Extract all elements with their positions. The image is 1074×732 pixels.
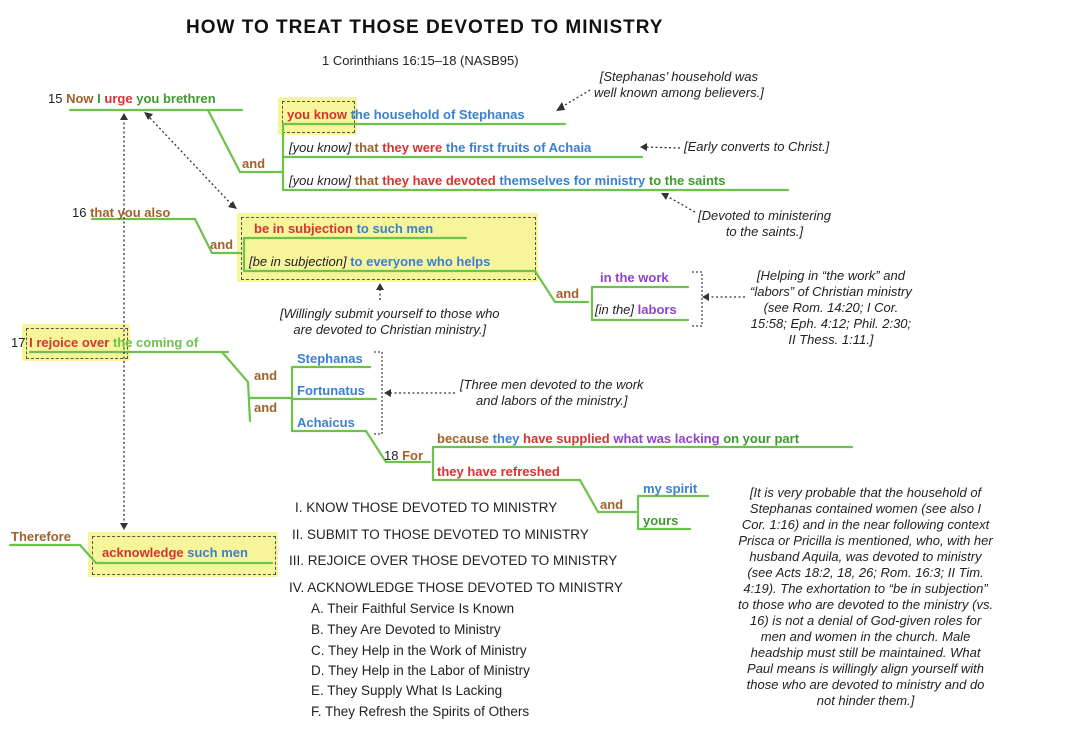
- word-now: Now: [66, 91, 94, 106]
- word-they-were: they were: [382, 140, 443, 155]
- word-you-know: you know: [287, 107, 347, 122]
- word-acknowledge: acknowledge: [102, 545, 184, 560]
- word-i-rejoice-over: I rejoice over: [29, 335, 110, 350]
- name-stephanas: Stephanas: [297, 351, 363, 366]
- note-household-line-1: [Stephanas’ household was: [599, 69, 759, 84]
- word-they: they: [492, 431, 520, 446]
- conj-and-4: and: [600, 497, 624, 512]
- word-that-1: that: [354, 140, 379, 155]
- note-submit-line-2: are devoted to Christian ministry.]: [293, 322, 487, 337]
- note-three-men: [460, 377, 644, 409]
- outline-sub-f: F. They Refresh the Spirits of Others: [311, 704, 530, 719]
- verse-number-17: 17: [11, 335, 26, 350]
- outline-sub-d: D. They Help in the Labor of Ministry: [311, 663, 530, 678]
- word-for: For: [402, 448, 424, 463]
- note-submit: [280, 306, 500, 338]
- outline-sub-e: E. They Supply What Is Lacking: [311, 683, 503, 698]
- word-they-have-refreshed: they have refreshed: [437, 464, 560, 479]
- word-you-brethren: you brethren: [136, 91, 216, 106]
- verse-17-line: [11, 335, 198, 351]
- note-helping-line-2: “labors” of Christian ministry: [750, 284, 912, 299]
- row-you-know: [287, 107, 525, 123]
- outline-sub-c: C. They Help in the Work of Ministry: [311, 643, 527, 658]
- outline-main-2: II. SUBMIT TO THOSE DEVOTED TO MINISTRY: [292, 527, 589, 542]
- word-to-saints: to the saints: [648, 173, 726, 188]
- note-women-line-1: [It is very probable that the household of: [749, 485, 982, 500]
- verse-number-15: 15: [48, 91, 63, 106]
- note-women: [738, 485, 993, 709]
- note-submit-line-1: [Willingly submit yourself to those who: [280, 306, 500, 321]
- row-acknowledge: [102, 545, 248, 561]
- outline-sub-b: B. They Are Devoted to Ministry: [311, 622, 501, 637]
- word-themselves: themselves for ministry: [499, 173, 646, 188]
- verse-number-16: 16: [72, 205, 87, 220]
- note-saints-line-2: to the saints.]: [725, 224, 804, 239]
- word-my-spirit: my spirit: [643, 481, 698, 496]
- note-saints: [698, 208, 831, 240]
- note-helping-line-1: [Helping in “the work” and: [756, 268, 905, 283]
- word-the-coming-of: the coming of: [112, 335, 199, 350]
- verse-number-18: 18: [384, 448, 399, 463]
- note-household-line-2: well known among believers.]: [594, 85, 764, 100]
- note-women-line-9: 16) is not a denial of God-given roles for: [749, 613, 982, 628]
- note-women-line-12: Paul means is willingly align yourself with: [747, 661, 985, 676]
- scripture-reference: 1 Corinthians 16:15–18 (NASB95): [322, 53, 519, 68]
- conj-and-names-1: and: [254, 368, 278, 383]
- page-title: HOW TO TREAT THOSE DEVOTED TO MINISTRY: [186, 17, 664, 38]
- word-labors: labors: [637, 302, 677, 317]
- word-they-have-devoted: they have devoted: [382, 173, 496, 188]
- word-to-such-men: to such men: [356, 221, 434, 236]
- conj-and-1: and: [242, 156, 266, 171]
- row-subjection: [254, 221, 433, 237]
- note-three-men-line-1: [Three men devoted to the work: [460, 377, 644, 392]
- note-women-line-5: husband Aquila, was devoted to ministry: [749, 549, 982, 564]
- note-women-line-11: headship must still be maintained. What: [750, 645, 981, 660]
- bracket-you-know-2: [you know]: [289, 173, 352, 188]
- row-because: [437, 431, 799, 447]
- outline-main-3: III. REJOICE OVER THOSE DEVOTED TO MINISTRY: [289, 553, 618, 568]
- note-women-line-3: Cor. 1:16) and in the near following context: [741, 517, 990, 532]
- verse-16-line: [72, 205, 170, 221]
- row-first-fruits: [289, 140, 591, 156]
- note-women-line-8: to those who are devoted to the ministry (vs.: [738, 597, 994, 612]
- conj-and-3: and: [556, 286, 580, 301]
- note-women-line-13: those who are devoted to ministry and do: [746, 677, 985, 692]
- note-women-line-7: 4:19). The exhortation to “be in subjection”: [743, 581, 988, 596]
- outline-sub-a: A. Their Faithful Service Is Known: [311, 601, 515, 616]
- note-women-line-4: Prisca or Pricilla is mentioned, who, with her: [738, 533, 993, 548]
- word-on-your-part: on your part: [723, 431, 800, 446]
- note-household: [594, 69, 764, 101]
- bracket-you-know-1: [you know]: [289, 140, 352, 155]
- conj-and-2: and: [210, 237, 234, 252]
- row-labors: [595, 302, 677, 318]
- word-to-everyone: to everyone who helps: [350, 254, 491, 269]
- note-helping-line-4: 15:58; Eph. 4:12; Phil. 2:30;: [750, 316, 912, 331]
- note-helping-line-3: (see Rom. 14:20; I Cor.: [763, 300, 899, 315]
- note-helping: [750, 268, 912, 348]
- note-saints-line-1: [Devoted to ministering: [698, 208, 831, 223]
- note-women-line-10: men and women in the church. Male: [760, 629, 971, 644]
- word-such-men: such men: [187, 545, 248, 560]
- conj-and-names-2: and: [254, 400, 278, 415]
- row-devoted: [289, 173, 725, 189]
- note-converts-line-1: [Early converts to Christ.]: [684, 139, 830, 154]
- word-in-the-work: in the work: [600, 270, 669, 285]
- note-women-line-2: Stephanas contained women (see also I: [749, 501, 982, 516]
- bracket-be-in-subjection: [be in subjection]: [249, 254, 347, 269]
- word-yours: yours: [643, 513, 679, 528]
- verse-15-line: [48, 91, 216, 107]
- note-women-line-6: (see Acts 18:2, 18, 26; Rom. 16:3; II Tim.: [747, 565, 984, 580]
- word-household: the household of Stephanas: [350, 107, 525, 122]
- word-i: I: [97, 91, 101, 106]
- note-three-men-line-2: and labors of the ministry.]: [476, 393, 628, 408]
- word-that-2: that: [354, 173, 379, 188]
- note-helping-line-5: II Thess. 1:11.]: [788, 332, 874, 347]
- note-converts: [684, 139, 829, 155]
- verse-18-line: [384, 448, 423, 464]
- note-women-line-14: not hinder them.]: [816, 693, 915, 708]
- outline-main-1: I. KNOW THOSE DEVOTED TO MINISTRY: [295, 500, 558, 515]
- bracket-in-the: [in the]: [595, 302, 635, 317]
- word-first-fruits: the first fruits of Achaia: [445, 140, 592, 155]
- word-have-supplied: have supplied: [523, 431, 610, 446]
- word-that-you-also: that you also: [90, 205, 171, 220]
- row-everyone: [249, 254, 490, 270]
- word-because: because: [437, 431, 490, 446]
- name-achaicus: Achaicus: [297, 415, 355, 430]
- outline-main-4: IV. ACKNOWLEDGE THOSE DEVOTED TO MINISTRY: [289, 580, 623, 595]
- word-be-in-subjection: be in subjection: [254, 221, 353, 236]
- word-what-was-lacking: what was lacking: [613, 431, 720, 446]
- name-fortunatus: Fortunatus: [297, 383, 365, 398]
- word-therefore: Therefore: [11, 529, 71, 544]
- word-urge: urge: [104, 91, 133, 106]
